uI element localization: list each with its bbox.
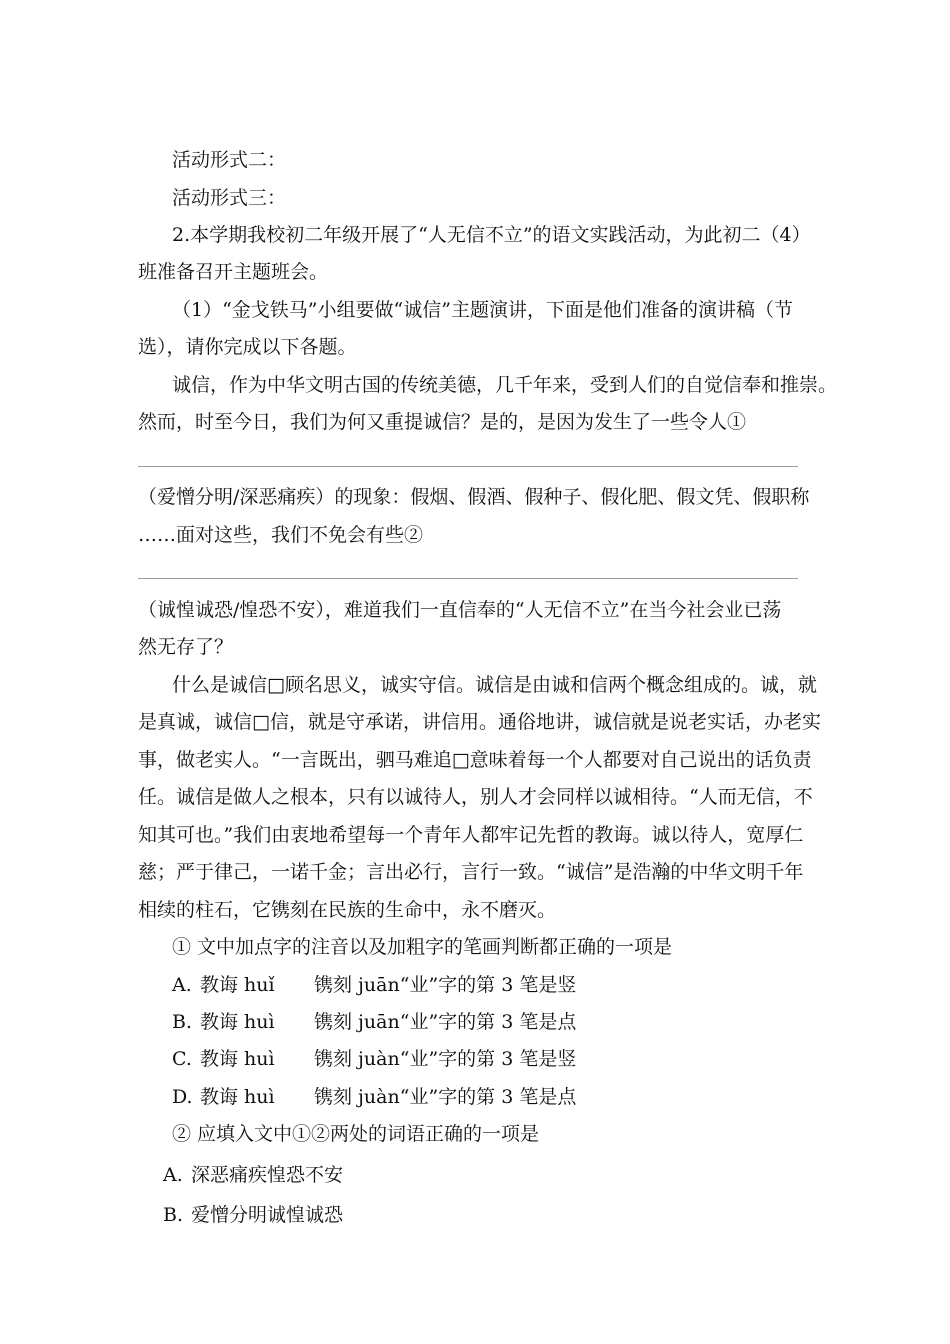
subquestion-2-option-a — [163, 1162, 343, 1188]
passage-p2-line-4: 任。诚信是做人之根本，只有以诚待人，别人才会同样以诚相待。“人而无信，不 — [138, 786, 813, 808]
option-key: C. — [172, 1048, 192, 1070]
option-key: B. — [172, 1011, 193, 1033]
option-key: D. — [172, 1086, 193, 1108]
subquestion-2-option-b — [163, 1202, 343, 1228]
subquestion-1-option-a — [172, 972, 576, 998]
passage-p1-line-5: （诚惶诚恐/惶恐不安），难道我们一直信奉的“人无信不立”在当今社会业已荡 — [138, 599, 782, 621]
subquestion-1-option-d — [172, 1084, 576, 1110]
activity-form-3: 活动形式三： — [172, 187, 287, 209]
option-word-2: 镌刻 juàn“业”字的第 3 笔是竖 — [314, 1048, 577, 1070]
subquestion-1-option-c — [172, 1046, 576, 1072]
passage-p1-line-1: 诚信，作为中华文明古国的传统美德，几千年来，受到人们的自觉信奉和推崇。 — [172, 374, 838, 396]
question-2-1-line-1: （1）“金戈铁马”小组要做“诚信”主题演讲，下面是他们准备的演讲稿（节 — [172, 299, 793, 321]
option-text: 深恶痛疾惶恐不安 — [191, 1164, 344, 1186]
question-2-line-2: 班准备召开主题班会。 — [138, 261, 329, 283]
passage-p2-line-5: 知其可也。”我们由衷地希望每一个青年人都牢记先哲的教诲。诚以待人，宽厚仁 — [138, 824, 804, 846]
passage-p1-line-4: ……面对这些，我们不免会有些② — [138, 524, 424, 546]
activity-form-2: 活动形式二： — [172, 149, 287, 171]
passage-p1-line-2: 然而，时至今日，我们为何又重提诚信？是的，是因为发生了一些令人① — [138, 411, 747, 433]
option-word-2: 镌刻 juān“业”字的第 3 笔是竖 — [314, 974, 577, 996]
option-key: A. — [163, 1164, 183, 1186]
question-2-line-1: 2.本学期我校初二年级开展了“人无信不立”的语文实践活动，为此初二（4） — [172, 224, 811, 246]
option-word-1: 教诲 huì — [200, 1011, 275, 1033]
option-word-2: 镌刻 juàn“业”字的第 3 笔是点 — [314, 1086, 577, 1108]
subquestion-2-stem: ② 应填入文中①②两处的词语正确的一项是 — [172, 1123, 540, 1145]
option-key: A. — [172, 974, 192, 996]
passage-p1-line-6: 然无存了？ — [138, 636, 234, 658]
subquestion-1-option-b — [172, 1009, 576, 1035]
option-key: B. — [163, 1204, 184, 1226]
blank-line-2 — [138, 578, 798, 579]
passage-p2-line-2: 是真诚，诚信□信，就是守承诺，讲信用。通俗地讲，诚信就是说老实话，办老实 — [138, 711, 821, 733]
question-2-1-line-2: 选），请你完成以下各题。 — [138, 336, 357, 358]
passage-p2-line-7: 相续的柱石，它镌刻在民族的生命中，永不磨灭。 — [138, 899, 557, 921]
option-word-1: 教诲 huì — [200, 1048, 275, 1070]
subquestion-1-stem: ① 文中加点字的注音以及加粗字的笔画判断都正确的一项是 — [172, 936, 673, 958]
passage-p1-line-3: （爱憎分明/深恶痛疾）的现象：假烟、假酒、假种子、假化肥、假文凭、假职称 — [138, 486, 810, 508]
option-word-1: 教诲 huǐ — [200, 974, 275, 996]
blank-line-1 — [138, 466, 798, 467]
passage-p2-line-3: 事，做老实人。“一言既出，驷马难追□意味着每一个人都要对自己说出的话负责 — [138, 749, 812, 771]
option-text: 爱憎分明诚惶诚恐 — [191, 1204, 344, 1226]
passage-p2-line-6: 慈；严于律己，一诺千金；言出必行，言行一致。“诚信”是浩瀚的中华文明千年 — [138, 861, 804, 883]
option-word-1: 教诲 huì — [200, 1086, 275, 1108]
passage-p2-line-1: 什么是诚信□顾名思义，诚实守信。诚信是由诚和信两个概念组成的。诚，就 — [172, 674, 817, 696]
option-word-2: 镌刻 juān“业”字的第 3 笔是点 — [314, 1011, 577, 1033]
